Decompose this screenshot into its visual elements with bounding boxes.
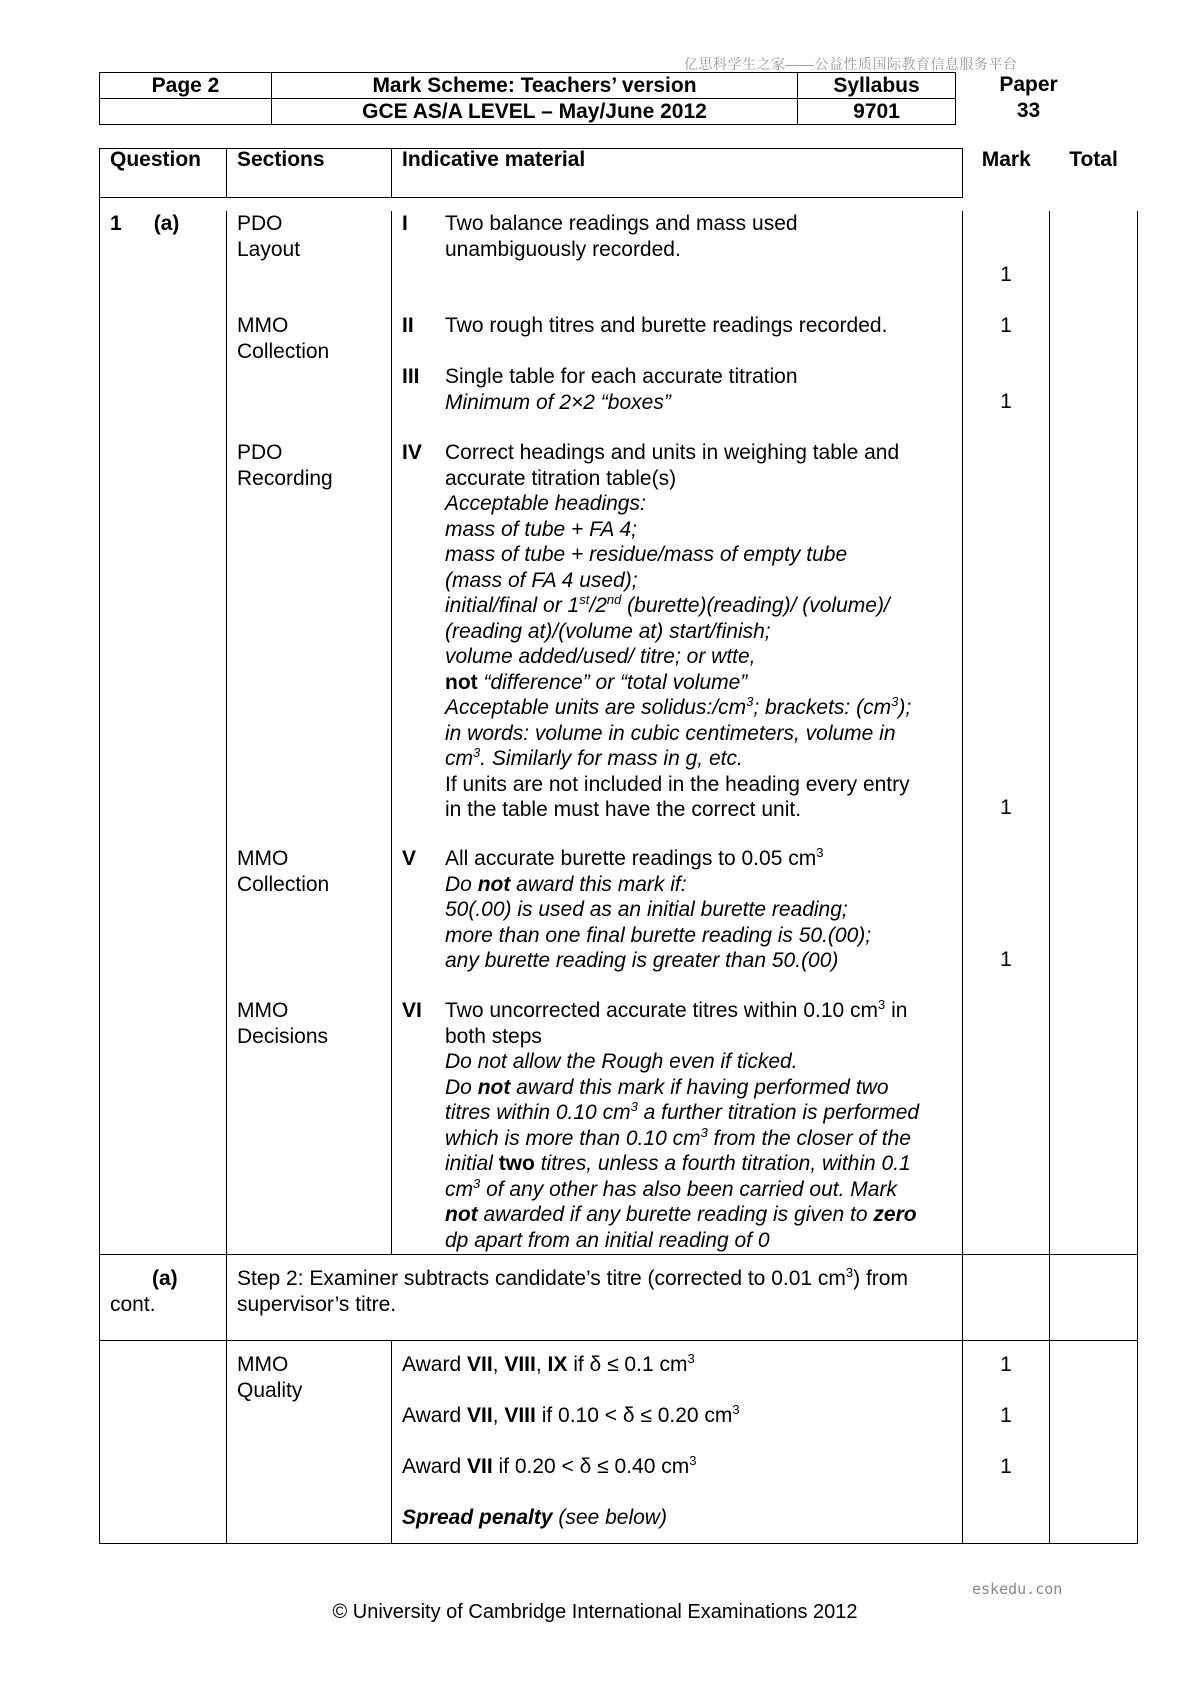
col-sections: Sections (227, 149, 392, 198)
award-vii: Award VII if 0.20 < δ ≤ 0.40 $cm^3$ (402, 1453, 697, 1478)
question-1a-row (100, 211, 1138, 1255)
header-paper-label: Paper (999, 73, 1058, 96)
spread-penalty: Spread penalty (see below) (402, 1506, 667, 1529)
column-header-row (100, 149, 1138, 198)
sections-quality: MMO Quality (227, 1341, 392, 1544)
question-1a-cont-row (100, 1255, 1138, 1341)
criterion-I: I Two balance readings and mass used unambiguously recorded. (402, 212, 798, 261)
sections-cell: PDO Layout MMO Collection PDO Recording MMO Collection MMO Decisions (227, 211, 392, 1255)
watermark-top: 亿思科学生之家——公益性质国际教育信息服务平台 (684, 56, 1018, 72)
copyright-footer: © University of Cambridge International Examinations 2012 (332, 1601, 858, 1623)
cont-step2: Step 2: Examiner subtracts candidate’s titre (corrected to 0.01 $cm^3$) from supervisor’s titre. (227, 1255, 963, 1341)
header-subtitle: GCE AS/A LEVEL – May/June 2012 (272, 99, 798, 125)
col-question: Question (100, 149, 227, 198)
col-total: Total (1069, 147, 1118, 171)
mark-cell: 1 1 1 1 1 (963, 211, 1050, 1255)
header-syllabus-label: Syllabus (798, 73, 956, 99)
cont-question: (a) cont. (100, 1255, 227, 1341)
col-indicative: Indicative material (392, 149, 963, 198)
total-cell (1050, 211, 1138, 1255)
mark-scheme-table (99, 148, 1138, 1544)
header-page: Page 2 (100, 73, 272, 99)
quality-row (100, 1341, 1138, 1544)
header-paper-number: 33 (1016, 99, 1041, 122)
criterion-II: II Two rough titres and burette readings recorded. (402, 314, 888, 337)
header-syllabus: 9701 (798, 99, 956, 125)
header-paper (956, 72, 1101, 124)
criterion-III: III Single table for each accurate titration Minimum of 2×2 “boxes” (402, 365, 798, 414)
header-empty (100, 99, 272, 125)
criterion-VI: VI Two uncorrected accurate titres within 0.10 $cm^3$ in both steps Do not allow the Rough even if ticked. Do not award this mark if having performed two titres within 0.10 $cm^3$ a further titration is performed which is more than 0.10 $cm^3$ from the closer of the initial two titres, unless a fourth titration, within 0.1 $cm^3$ of any other has also been carried out. Mark not awarded if any burette reading is given to zero dp apart from an initial reading of 0 (402, 997, 920, 1252)
quality-marks: 1 1 1 (963, 1341, 1050, 1544)
col-mark: Mark (981, 147, 1031, 171)
indicative-cell (392, 211, 963, 1255)
header-title: Mark Scheme: Teachers’ version (272, 73, 798, 99)
award-vii-viii: Award VII, VIII if 0.10 < δ ≤ 0.20 $cm^3$ (402, 1402, 740, 1427)
page-header-table (99, 72, 956, 125)
question-number: 1 (a) (100, 211, 227, 1255)
criterion-IV: IV Correct headings and units in weighing table and accurate titration table(s) Acceptable headings: mass of tube + FA 4; mass of tube + residue/mass of empty tube (mass of FA 4 used); initial/final or 1st/2nd (burette)(reading)/ (volume)/ (reading at)/(volume at) start/finish; volume added/used/ titre; or wtte, not “difference” or “total volume” Acceptable units are $solidus:/cm^3$; brackets: $(cm^3)$; in words: volume in cubic centimeters, volume in $cm^3$. Similarly for mass in g, etc. If units are not included in the heading every entry in the table must have the correct unit. (402, 441, 912, 821)
criterion-V: V All accurate burette readings to 0.05 $cm^3$ Do not award this mark if: 50(.00) is used as an initial burette reading; more than one final burette reading is 50.(00); any burette reading is greater than 50.(00) (402, 845, 872, 972)
award-vii-viii-ix: Award VII, VIII, IX if δ ≤ 0.1 $cm^3$ (402, 1351, 695, 1376)
watermark-bottom: eskedu.con (972, 1580, 1063, 1598)
quality-awards (392, 1341, 963, 1544)
